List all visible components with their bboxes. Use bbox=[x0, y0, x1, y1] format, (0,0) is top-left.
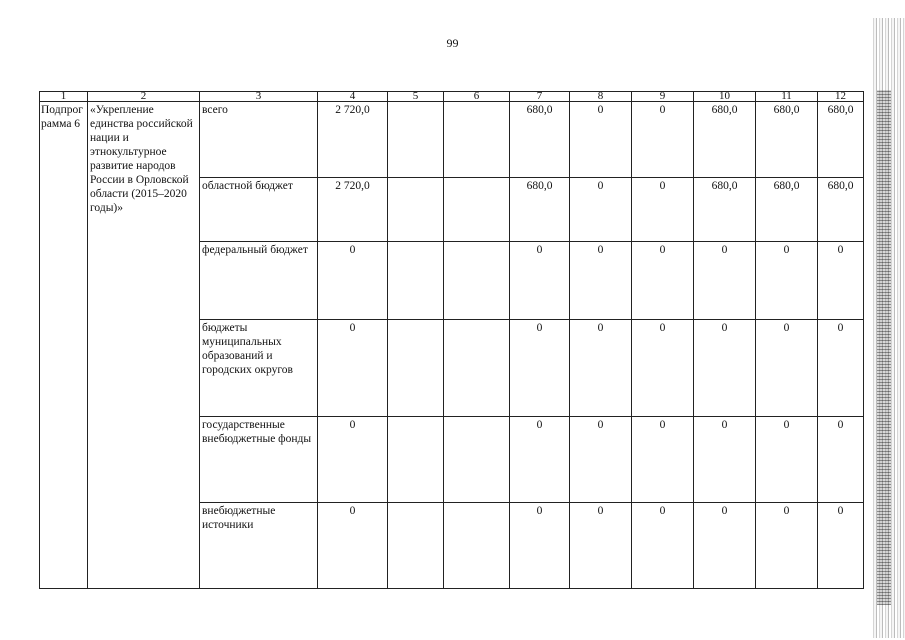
value-cell-col-11: 0 bbox=[756, 503, 818, 589]
value-cell-col-4: 0 bbox=[318, 417, 388, 503]
value-cell-col-12: 0 bbox=[818, 242, 864, 320]
column-number-1: 1 bbox=[40, 92, 88, 102]
value-cell-col-9: 0 bbox=[632, 417, 694, 503]
value-cell-col-6 bbox=[444, 320, 510, 417]
value-cell-col-6 bbox=[444, 242, 510, 320]
subprogram-code: Подпрог рамма 6 bbox=[40, 102, 88, 589]
value-cell-col-10: 0 bbox=[694, 503, 756, 589]
value-cell-col-7: 0 bbox=[510, 242, 570, 320]
scan-edge-artifact-dark bbox=[877, 90, 891, 605]
value-cell-col-10: 0 bbox=[694, 320, 756, 417]
column-number-12: 12 bbox=[818, 92, 864, 102]
value-cell-col-9: 0 bbox=[632, 503, 694, 589]
value-cell-col-7: 680,0 bbox=[510, 102, 570, 178]
value-cell-col-11: 0 bbox=[756, 320, 818, 417]
value-cell-col-10: 0 bbox=[694, 417, 756, 503]
value-cell-col-4: 2 720,0 bbox=[318, 178, 388, 242]
value-cell-col-11: 680,0 bbox=[756, 102, 818, 178]
value-cell-col-8: 0 bbox=[570, 178, 632, 242]
value-cell-col-9: 0 bbox=[632, 178, 694, 242]
value-cell-col-9: 0 bbox=[632, 242, 694, 320]
value-cell-col-4: 0 bbox=[318, 503, 388, 589]
table-row bbox=[40, 102, 864, 178]
value-cell-col-5 bbox=[388, 417, 444, 503]
column-number-3: 3 bbox=[200, 92, 318, 102]
funding-source: внебюджетные источники bbox=[200, 503, 318, 589]
value-cell-col-8: 0 bbox=[570, 417, 632, 503]
value-cell-col-5 bbox=[388, 503, 444, 589]
value-cell-col-8: 0 bbox=[570, 102, 632, 178]
value-cell-col-6 bbox=[444, 102, 510, 178]
column-number-5: 5 bbox=[388, 92, 444, 102]
column-number-10: 10 bbox=[694, 92, 756, 102]
value-cell-col-8: 0 bbox=[570, 503, 632, 589]
funding-source: областной бюджет bbox=[200, 178, 318, 242]
funding-source: всего bbox=[200, 102, 318, 178]
value-cell-col-11: 680,0 bbox=[756, 178, 818, 242]
funding-source: бюджеты муниципальных образований и городских округов bbox=[200, 320, 318, 417]
value-cell-col-4: 2 720,0 bbox=[318, 102, 388, 178]
value-cell-col-6 bbox=[444, 417, 510, 503]
value-cell-col-4: 0 bbox=[318, 320, 388, 417]
column-number-4: 4 bbox=[318, 92, 388, 102]
column-number-2: 2 bbox=[88, 92, 200, 102]
funding-source: государственные внебюджетные фонды bbox=[200, 417, 318, 503]
value-cell-col-8: 0 bbox=[570, 242, 632, 320]
value-cell-col-8: 0 bbox=[570, 320, 632, 417]
value-cell-col-9: 0 bbox=[632, 102, 694, 178]
value-cell-col-6 bbox=[444, 503, 510, 589]
value-cell-col-10: 680,0 bbox=[694, 178, 756, 242]
column-number-6: 6 bbox=[444, 92, 510, 102]
page-number: 99 bbox=[446, 36, 459, 50]
subprogram-title: «Укрепление единства российской нации и этнокультурное развитие народов России в Орловской области (2015–2020 годы)» bbox=[88, 102, 200, 589]
column-number-9: 9 bbox=[632, 92, 694, 102]
value-cell-col-10: 0 bbox=[694, 242, 756, 320]
value-cell-col-6 bbox=[444, 178, 510, 242]
budget-table bbox=[39, 91, 864, 589]
value-cell-col-11: 0 bbox=[756, 242, 818, 320]
value-cell-col-12: 680,0 bbox=[818, 178, 864, 242]
value-cell-col-7: 0 bbox=[510, 320, 570, 417]
value-cell-col-12: 0 bbox=[818, 320, 864, 417]
column-number-7: 7 bbox=[510, 92, 570, 102]
value-cell-col-7: 0 bbox=[510, 503, 570, 589]
value-cell-col-9: 0 bbox=[632, 320, 694, 417]
value-cell-col-5 bbox=[388, 178, 444, 242]
column-number-header-row bbox=[40, 92, 864, 102]
value-cell-col-12: 0 bbox=[818, 503, 864, 589]
value-cell-col-11: 0 bbox=[756, 417, 818, 503]
funding-source: федеральный бюджет bbox=[200, 242, 318, 320]
value-cell-col-7: 680,0 bbox=[510, 178, 570, 242]
value-cell-col-7: 0 bbox=[510, 417, 570, 503]
value-cell-col-12: 680,0 bbox=[818, 102, 864, 178]
value-cell-col-5 bbox=[388, 102, 444, 178]
value-cell-col-12: 0 bbox=[818, 417, 864, 503]
value-cell-col-4: 0 bbox=[318, 242, 388, 320]
column-number-11: 11 bbox=[756, 92, 818, 102]
value-cell-col-5 bbox=[388, 320, 444, 417]
column-number-8: 8 bbox=[570, 92, 632, 102]
value-cell-col-10: 680,0 bbox=[694, 102, 756, 178]
value-cell-col-5 bbox=[388, 242, 444, 320]
